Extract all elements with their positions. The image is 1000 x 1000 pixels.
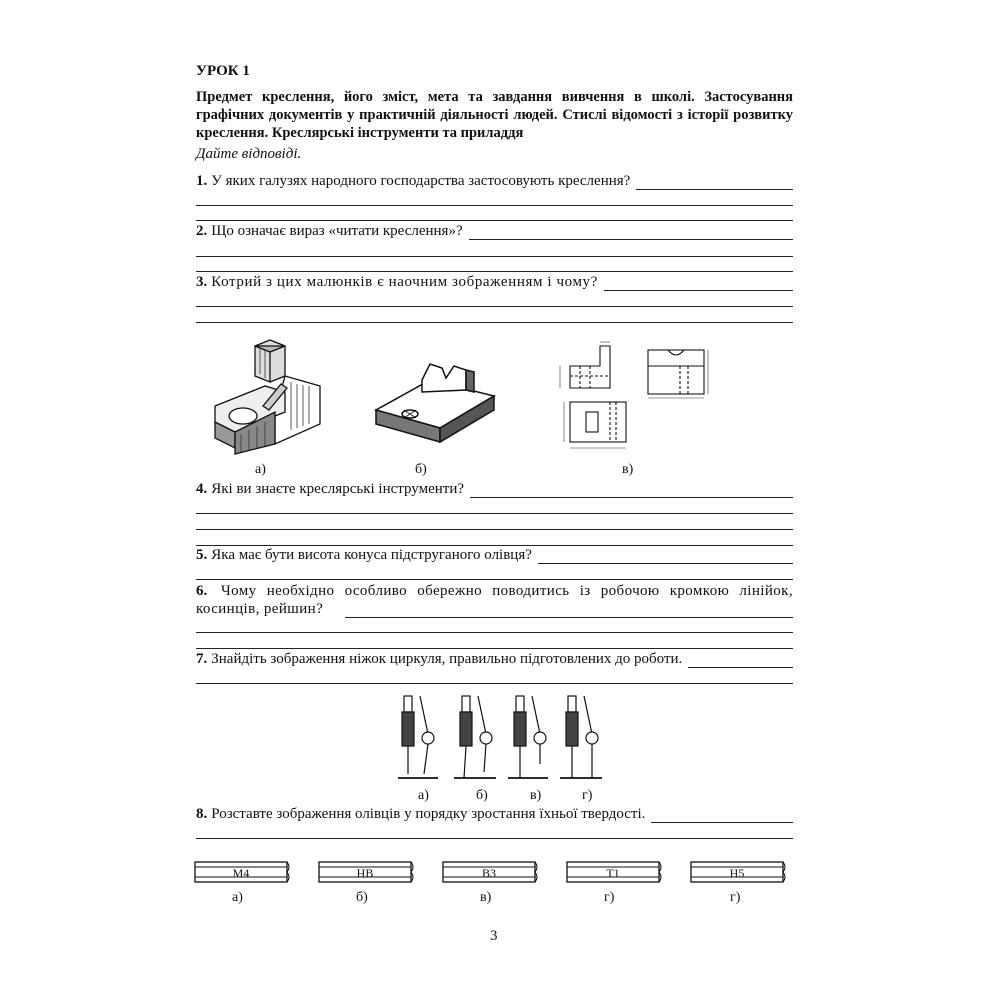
instruction: Дайте відповіді. bbox=[196, 146, 302, 162]
question-number: 2. bbox=[196, 223, 208, 239]
pencil-label: В3 bbox=[481, 866, 496, 880]
question-7 bbox=[196, 650, 793, 668]
lesson-heading: Предмет креслення, його зміст, мета та завдання вивчення в школі. Застосування графічних документів у практичній діяльності людей. Стислі відомості з історії розвитку креслення. Креслярські інструменти та приладдя bbox=[196, 89, 793, 141]
question-5 bbox=[196, 546, 793, 564]
answer-line[interactable] bbox=[469, 225, 793, 240]
answer-line[interactable] bbox=[196, 838, 793, 839]
compass-b bbox=[454, 696, 496, 778]
compass-v bbox=[508, 696, 548, 778]
compass-a bbox=[398, 696, 438, 778]
answer-line[interactable] bbox=[196, 648, 793, 649]
answer-line[interactable] bbox=[196, 513, 793, 514]
question-2 bbox=[196, 222, 793, 240]
answer-line[interactable] bbox=[470, 483, 793, 498]
answer-line[interactable] bbox=[196, 683, 793, 684]
figure-caption: а) bbox=[255, 462, 266, 477]
answer-line[interactable] bbox=[688, 653, 793, 668]
question-3 bbox=[196, 273, 793, 291]
page-number: 3 bbox=[490, 928, 498, 944]
answer-line[interactable] bbox=[196, 220, 793, 221]
question-number: 1. bbox=[196, 173, 208, 189]
pencil-caption: г) bbox=[604, 890, 615, 905]
compass-caption: б) bbox=[476, 788, 488, 803]
compass-caption: а) bbox=[418, 788, 429, 803]
answer-line[interactable] bbox=[651, 808, 793, 823]
answer-line[interactable] bbox=[604, 276, 793, 291]
question-text: Котрий з цих малюнків є наочним зображенням і чому? bbox=[211, 274, 598, 290]
question-text: Розставте зображення олівців у порядку зростання їхньої твердості. bbox=[211, 806, 646, 822]
answer-line[interactable] bbox=[196, 632, 793, 633]
compass-g bbox=[560, 696, 602, 778]
answer-line[interactable] bbox=[345, 617, 793, 618]
compass-legs-figure bbox=[398, 694, 608, 786]
question-text: Знайдіть зображення ніжок циркуля, правильно підготовлених до роботи. bbox=[211, 651, 683, 667]
question-1 bbox=[196, 172, 793, 190]
figure-orthographic-views bbox=[550, 336, 720, 461]
compass-caption: в) bbox=[530, 788, 542, 803]
question-8 bbox=[196, 805, 793, 823]
answer-line[interactable] bbox=[196, 322, 793, 323]
answer-line[interactable] bbox=[636, 175, 793, 190]
question-text: Що означає вираз «читати креслення»? bbox=[211, 223, 463, 239]
pencil-caption: б) bbox=[356, 890, 368, 905]
answer-line[interactable] bbox=[196, 271, 793, 272]
question-number: 5. bbox=[196, 547, 208, 563]
answer-line[interactable] bbox=[196, 306, 793, 307]
lesson-title: УРОК 1 bbox=[196, 63, 250, 79]
question-text: У яких галузях народного господарства застосовують креслення? bbox=[211, 173, 631, 189]
pencil-caption: в) bbox=[480, 890, 492, 905]
figure-isometric-block bbox=[205, 336, 325, 456]
question-number: 6. bbox=[196, 583, 208, 599]
question-number: 7. bbox=[196, 651, 208, 667]
pencil-caption: г) bbox=[730, 890, 741, 905]
answer-line[interactable] bbox=[196, 256, 793, 257]
question-text: Які ви знаєте креслярські інструменти? bbox=[211, 481, 465, 497]
figure-caption: б) bbox=[415, 462, 427, 477]
pencil-caption: а) bbox=[232, 890, 243, 905]
pencil-label: НВ bbox=[356, 866, 374, 880]
question-4 bbox=[196, 480, 793, 498]
question-number: 8. bbox=[196, 806, 208, 822]
answer-line[interactable] bbox=[196, 579, 793, 580]
pencil-label: Н5 bbox=[729, 866, 745, 880]
compass-caption: г) bbox=[582, 788, 593, 803]
question-number: 4. bbox=[196, 481, 208, 497]
question-text: Яка має бути висота конуса підструганого олівця? bbox=[211, 547, 532, 563]
question-text: Чому необхідно особливо обережно поводитись із робочою кромкою лінійок, косинців, рейшин? bbox=[196, 583, 794, 617]
question-number: 3. bbox=[196, 274, 208, 290]
answer-line[interactable] bbox=[196, 205, 793, 206]
pencil-label: Т1 bbox=[606, 866, 620, 880]
pencil-label: М4 bbox=[232, 866, 250, 880]
figure-slotted-block bbox=[370, 350, 500, 450]
figure-caption: в) bbox=[622, 462, 634, 477]
question-6 bbox=[196, 582, 793, 618]
answer-line[interactable] bbox=[538, 549, 793, 564]
answer-line[interactable] bbox=[196, 529, 793, 530]
